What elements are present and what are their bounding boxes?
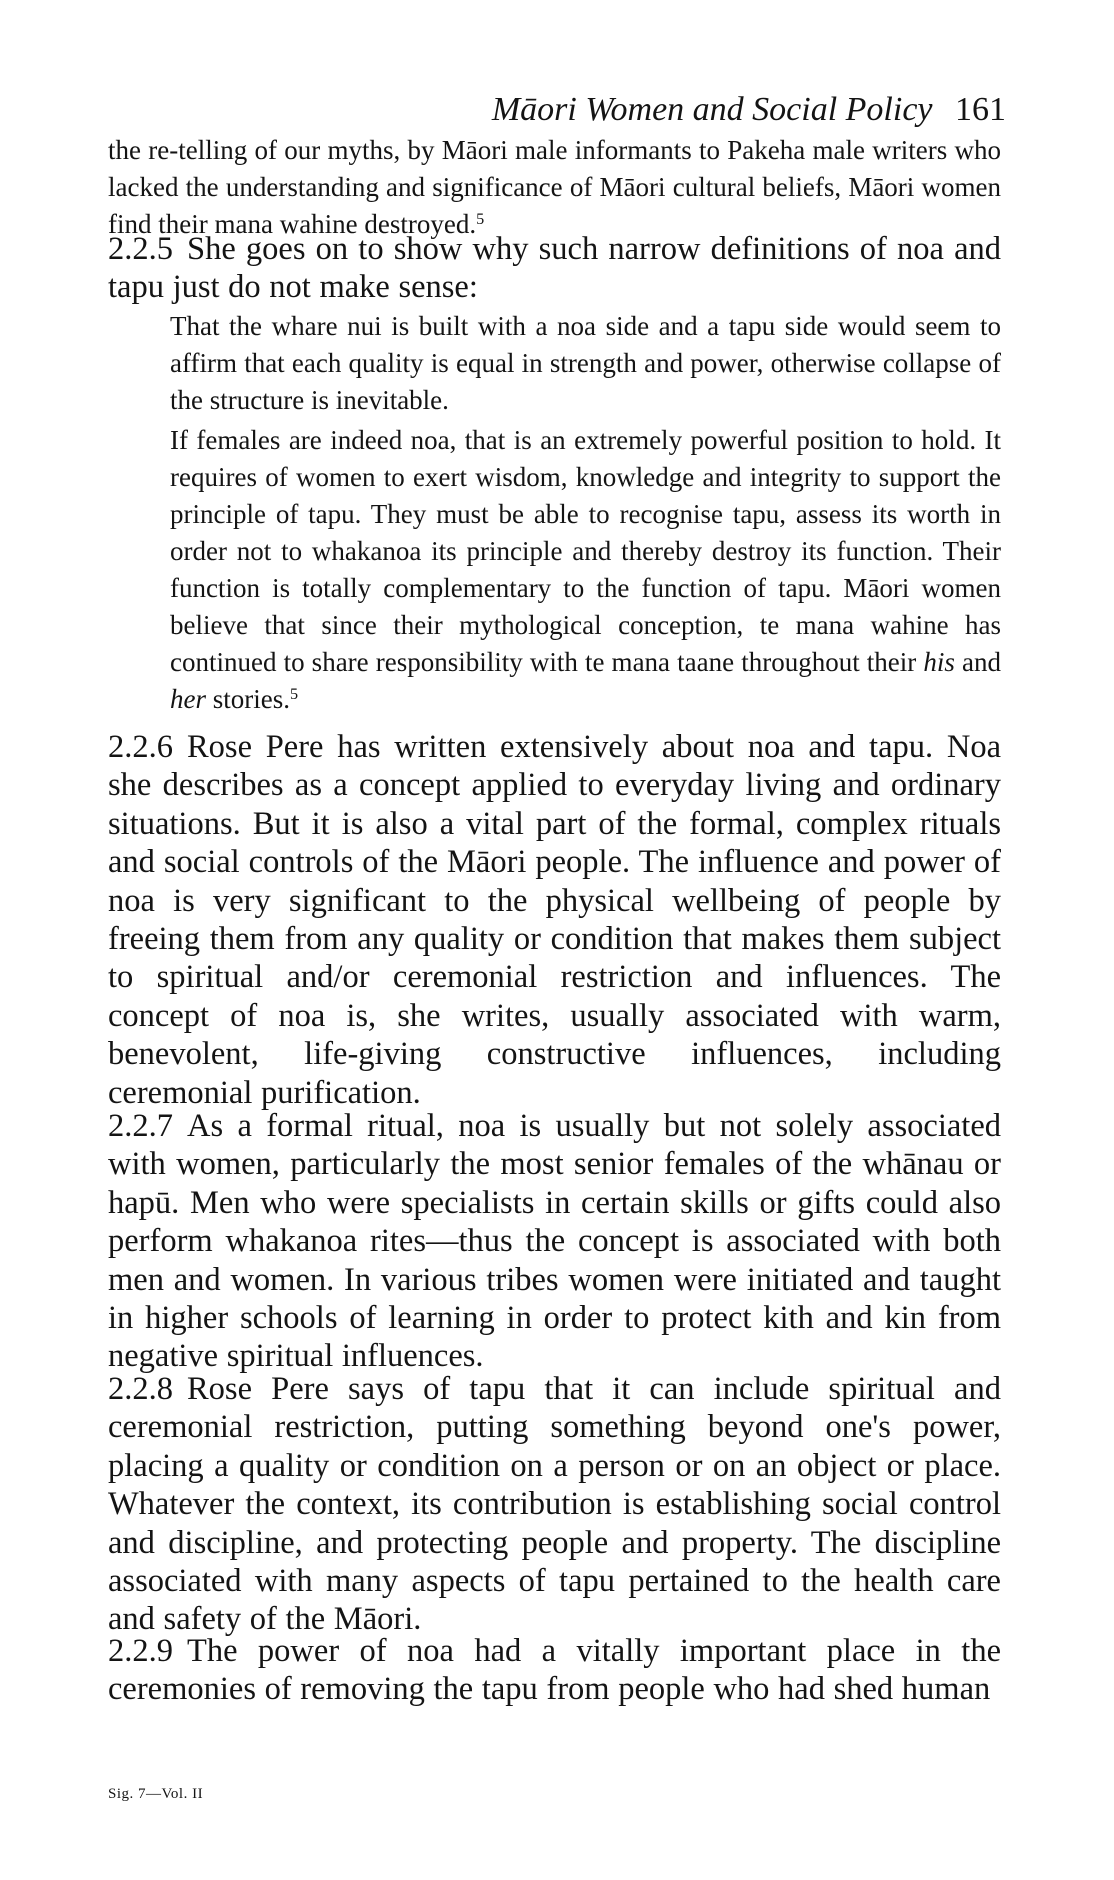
running-head-title: Māori Women and Social Policy xyxy=(491,91,933,128)
quote-text-end: stories. xyxy=(212,684,290,714)
paragraph-2-2-9 xyxy=(108,1632,1001,1709)
paragraph-text: Rose Pere has written extensively about noa and tapu. Noa she describes as a concept applied to everyday living and ordinary situations. But it is also a vital part of the formal, complex rituals and social controls of the Māori people. The influence and power of noa is very significant to the physical wellbeing of people by freeing them from any quality or condition that makes them subject to spiritual and/or ceremonial restriction and influences. The concept of noa is, she writes, usually associated with warm, benevolent, life-giving constructive influences, including ceremonial purification. xyxy=(108,729,1001,1111)
paragraph-2-2-5 xyxy=(108,230,1001,307)
paragraph-2-2-6 xyxy=(108,728,1001,1112)
paragraph-text: As a formal ritual, noa is usually but not solely associated with women, particularly the most senior females of the whānau or hapū. Men who were specialists in certain skills or gifts could also perform whakanoa rites—thus the concept is associated with both men and women. In various tribes women were initiated and taught in higher schools of learning in order to protect kith and kin from negative spiritual influences. xyxy=(108,1108,1001,1375)
signature-mark: Sig. 7—Vol. II xyxy=(108,1786,204,1802)
footnote-marker: 5 xyxy=(476,210,485,229)
paragraph-number: 2.2.8 xyxy=(108,1371,173,1407)
paragraph-number: 2.2.5 xyxy=(108,231,173,267)
emphasis-his: his xyxy=(923,647,955,677)
emphasis-her: her xyxy=(170,684,206,714)
paragraph-text: She goes on to show why such narrow definitions of noa and tapu just do not make sense: xyxy=(108,231,1001,306)
paragraph-2-2-8 xyxy=(108,1370,1001,1639)
paragraph-number: 2.2.6 xyxy=(108,729,173,765)
running-head xyxy=(492,90,1006,130)
footnote-marker: 5 xyxy=(290,685,299,704)
page-number: 161 xyxy=(955,91,1006,128)
quote-text: That the whare nui is built with a noa side and a tapu side would seem to affirm that each quality is equal in strength and power, otherwise collapse of the structure is inevitable. xyxy=(170,311,1001,415)
paragraph-intro-continuation xyxy=(108,132,1001,243)
paragraph-text: the re-telling of our myths, by Māori male informants to Pakeha male writers who lacked the understanding and significance of Māori cultural beliefs, Māori women find their mana wahine destroyed. xyxy=(108,135,1001,239)
paragraph-text: The power of noa had a vitally important place in the ceremonies of removing the tapu from people who had shed human xyxy=(108,1633,1001,1708)
paragraph-number: 2.2.7 xyxy=(108,1108,173,1144)
quote-text: If females are indeed noa, that is an extremely powerful position to hold. It requires of women to exert wisdom, knowledge and integrity to support the principle of tapu. They must be able to recognise tapu, assess its worth in order not to whakanoa its principle and thereby destroy its function. Their function is totally complementary to the function of tapu. Māori women believe that since their mythological conception, te mana wahine has continued to share responsibility with te mana taane throughout their xyxy=(170,425,1001,677)
block-quote-2 xyxy=(170,422,1001,718)
paragraph-text: Rose Pere says of tapu that it can include spiritual and ceremonial restriction, putting something beyond one's power, placing a quality or condition on a person or on an object or place. Whatever the context, its contribution is establishing social control and discipline, and protecting people and property. The discipline associated with many aspects of tapu pertained to the health care and safety of the Māori. xyxy=(108,1371,1001,1638)
quote-text-and: and xyxy=(962,647,1001,677)
paragraph-2-2-7 xyxy=(108,1107,1001,1376)
paragraph-number: 2.2.9 xyxy=(108,1633,173,1669)
block-quote-1 xyxy=(170,308,1001,419)
